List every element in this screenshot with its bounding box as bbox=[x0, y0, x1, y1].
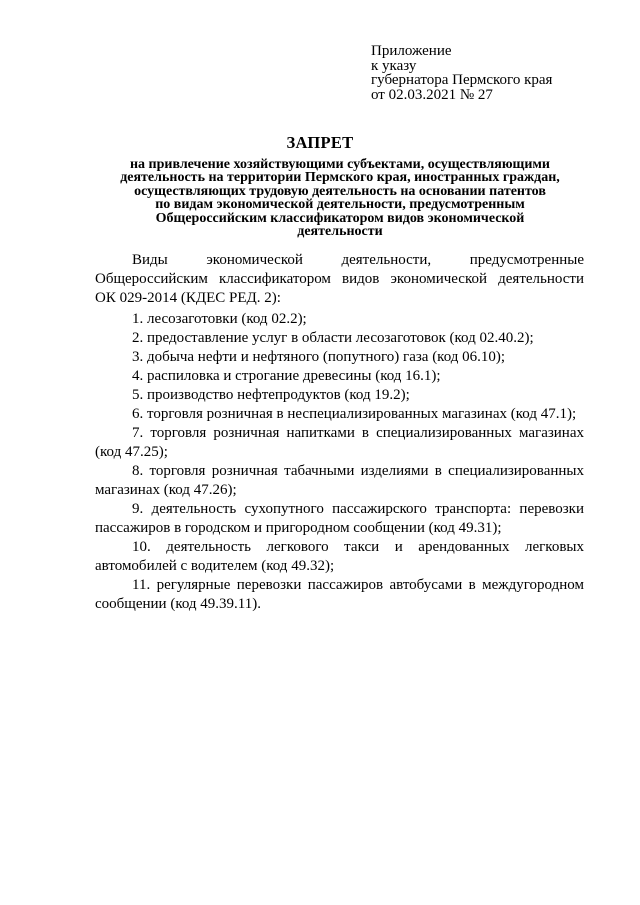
appendix-line-4: от 02.03.2021 № 27 bbox=[371, 86, 493, 103]
intro-line-1: Виды экономической деятельности, предусмотренные bbox=[132, 252, 584, 268]
subtitle-line-2: деятельность на территории Пермского края, иностранных граждан, bbox=[120, 170, 560, 186]
list-item bbox=[95, 538, 584, 576]
appendix-block bbox=[371, 44, 611, 102]
appendix-line-3: губернатора Пермского края bbox=[371, 72, 553, 88]
list-item bbox=[95, 424, 584, 462]
appendix-line-2: к указу bbox=[371, 57, 417, 74]
list-item bbox=[95, 500, 584, 538]
list-item-line-1: 7. торговля розничная напитками в специализированных магазинах bbox=[132, 425, 584, 441]
list-item bbox=[95, 576, 584, 614]
list-item-line-1: 10. деятельность легкового такси и арендованных легковых bbox=[132, 539, 584, 555]
list-item: 6. торговля розничная в неспециализированных магазинах (код 47.1); bbox=[132, 406, 577, 422]
intro-paragraph bbox=[95, 251, 584, 308]
document-title: ЗАПРЕТ bbox=[286, 133, 354, 152]
activity-list bbox=[95, 310, 584, 614]
appendix-line-1: Приложение bbox=[371, 43, 452, 59]
list-item-line-2: магазинах (код 47.26); bbox=[95, 482, 237, 498]
list-item-line-2: (код 47.25); bbox=[95, 444, 168, 460]
subtitle-line-4: по видам экономической деятельности, предусмотренным bbox=[155, 197, 525, 213]
list-item: 2. предоставление услуг в области лесозаготовок (код 02.40.2); bbox=[132, 330, 534, 346]
list-item: 5. производство нефтепродуктов (код 19.2); bbox=[132, 387, 410, 403]
subtitle-line-6: деятельности bbox=[297, 224, 383, 240]
list-item bbox=[95, 462, 584, 500]
list-item: 4. распиловка и строгание древесины (код 16.1); bbox=[132, 368, 441, 384]
list-item-line-2: автомобилей с водителем (код 49.32); bbox=[95, 558, 335, 574]
list-item-line-2: пассажиров в городском и пригородном сообщении (код 49.31); bbox=[95, 520, 502, 536]
list-item: 1. лесозаготовки (код 02.2); bbox=[132, 311, 307, 327]
intro-line-3: ОК 029-2014 (КДЕС РЕД. 2): bbox=[95, 290, 281, 306]
list-item: 3. добыча нефти и нефтяного (попутного) газа (код 06.10); bbox=[132, 349, 506, 365]
subtitle-line-1: на привлечение хозяйствующими субъектами, осуществляющими bbox=[129, 157, 551, 172]
list-item-line-1: 8. торговля розничная табачными изделиями в специализированных bbox=[132, 463, 584, 479]
list-item-line-1: 9. деятельность сухопутного пассажирского транспорта: перевозки bbox=[132, 501, 584, 517]
list-item-line-1: 11. регулярные перевозки пассажиров автобусами в междугородном bbox=[132, 577, 584, 593]
subtitle-line-3: осуществляющих трудовую деятельность на основании патентов bbox=[134, 183, 546, 199]
intro-line-2: Общероссийским классификатором видов экономической деятельности bbox=[95, 271, 584, 287]
subtitle-line-5: Общероссийским классификатором видов экономической bbox=[155, 210, 525, 226]
document-subtitle bbox=[100, 158, 580, 238]
list-item-line-2: сообщении (код 49.39.11). bbox=[95, 596, 261, 612]
